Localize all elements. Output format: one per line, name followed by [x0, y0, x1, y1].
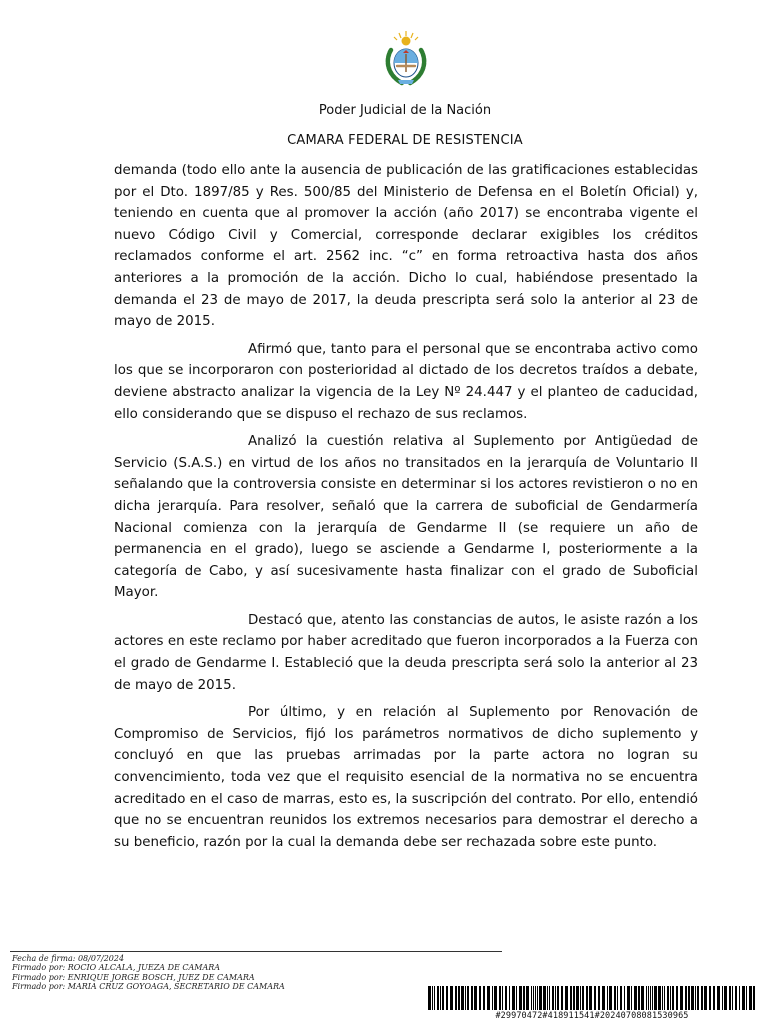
barcode-bar [539, 986, 542, 1010]
barcode-bar [662, 986, 663, 1010]
barcode-bar [680, 986, 683, 1010]
barcode-bar [479, 986, 481, 1010]
barcode-bar [735, 986, 737, 1010]
paragraph-5: Por último, y en relación al Suplemento por Renovación de Compromiso de Servicios, fijó los parámetros normativos de dicho suplemento y concluyó en que las pruebas arrimadas por la parte actora no logran su convencimiento, toda vez que el requisito esencial de la normativa no se encuentra acreditado en el caso de marras, esto es, la suscripción del contrato. Por ello, entendió que no se encuentran reunidos los extremos necesarios para demostrar el derecho a su beneficio, razón por la cual la demanda debe ser rechazada sobre este punto. [114, 705, 698, 850]
barcode-bar [739, 986, 740, 1010]
barcode-bar [652, 986, 653, 1010]
barcode-bar [461, 986, 464, 1010]
barcode-bar [561, 986, 563, 1010]
barcode-bar [742, 986, 745, 1010]
barcode-bar [614, 986, 616, 1010]
barcode-bar [543, 986, 546, 1010]
barcode-bar [440, 986, 441, 1010]
barcode-bar [713, 986, 715, 1010]
barcode-bar [648, 986, 649, 1010]
barcode-bar [729, 986, 731, 1010]
barcode-bar [471, 986, 473, 1010]
barcode-bar [434, 986, 435, 1010]
barcode-bar [685, 986, 687, 1010]
barcode-bar [664, 986, 665, 1010]
barcode-bar [537, 986, 538, 1010]
barcode-bar [724, 986, 727, 1010]
barcode-bar [432, 986, 433, 1010]
barcode-bar [722, 986, 723, 1010]
barcode-bar [487, 986, 490, 1010]
barcode-bar [458, 986, 460, 1010]
barcode-bar [753, 986, 755, 1010]
footer-divider [10, 951, 502, 952]
signature-block [12, 954, 492, 992]
barcode-bar [467, 986, 469, 1010]
document-body [114, 160, 698, 859]
barcode-bar [557, 986, 559, 1010]
barcode-bar [646, 986, 647, 1010]
barcode-bar [509, 986, 510, 1010]
barcode-bar [465, 986, 466, 1010]
barcode-bar [437, 986, 439, 1010]
barcode-bar [609, 986, 612, 1010]
barcode-bar [620, 986, 622, 1010]
barcode-bar [667, 986, 669, 1010]
barcode-bar [749, 986, 752, 1010]
barcode-bar [586, 986, 588, 1010]
barcode-bar [688, 986, 690, 1010]
barcode-bar [494, 986, 497, 1010]
barcode-bar [589, 986, 592, 1010]
barcode-bar [582, 986, 584, 1010]
signer-2: Firmado por: ENRIQUE JORGE BOSCH, JUEZ DE CAMARA [12, 972, 255, 982]
barcode-bar [607, 986, 608, 1010]
barcode-bar [570, 986, 572, 1010]
court-name: Poder Judicial de la Nación [318, 103, 492, 118]
barcode-bar [455, 986, 457, 1010]
barcode-bar [717, 986, 720, 1010]
signing-date: Fecha de firma: 08/07/2024 [12, 954, 125, 963]
barcode-bar [627, 986, 630, 1010]
paragraph-2: Afirmó que, tanto para el personal que se encontraba activo como los que se incorporaron con posterioridad al dictado de los decretos traídos a debate, deviene abstracto analizar la vigencia de la Ley Nº 24.447 y el planteo de caducidad, ello considerando que se dispuso el rechazo de sus reclamos. [114, 341, 698, 422]
barcode-bar [549, 986, 550, 1010]
barcode-bar [670, 986, 671, 1010]
barcode-bar [428, 986, 431, 1010]
paragraph-1: demanda (todo ello ante la ausencia de publicación de las gratificaciones establecidas por el Dto. 1897/85 y Res. 500/85 del Ministerio de Defensa en el Boletín Oficial) y, teniendo en cuenta que al promover la acción (año 2017) se encontraba vigente el nuevo Código Civil y Comercial, corresponde declarar exigibles los créditos reclamados conforme el art. 2562 inc. “c” en forma retroactiva hasta dos años anteriores a la promoción de la acción. Dicho lo cual, habiéndose presentado la demanda el 23 de mayo de 2017, la deuda prescripta será solo la anterior al 23 de mayo de 2015. [114, 163, 698, 330]
barcode-bar [594, 986, 596, 1010]
paragraph-3: Analizó la cuestión relativa al Suplemento por Antigüedad de Servicio (S.A.S.) en virtud de los años no transitados en la jerarquía de Voluntario II señalando que la controversia consiste en determinar si los actores revistieron o no en dicha jerarquía. Para resolver, señaló que la carrera de suboficial de Gendarmería Nacional comienza con la jerarquía de Gendarme II (se requiere un año de permanencia en el grado), luego se asciende a Gendarme I, posteriormente a la categoría de Cabo, y así sucesivamente hasta finalizar con el grado de Suboficial Mayor. [114, 434, 698, 601]
barcode-bar [704, 986, 707, 1010]
barcode [428, 986, 756, 1010]
barcode-bar [654, 986, 657, 1010]
barcode-bar [641, 986, 644, 1010]
barcode-bar [547, 986, 548, 1010]
signer-1: Firmado por: ROCIO ALCALA, JUEZA DE CAMARA [12, 963, 221, 973]
barcode-bar [697, 986, 699, 1010]
barcode-bar [512, 986, 515, 1010]
barcode-number: #29970472#418911541#20240708081530965 [495, 1011, 689, 1021]
barcode-bar [672, 986, 674, 1010]
barcode-bar [602, 986, 605, 1010]
barcode-bar [499, 986, 501, 1010]
barcode-bar [598, 986, 600, 1010]
national-coat-of-arms-icon [382, 30, 430, 88]
barcode-bar [573, 986, 575, 1010]
barcode-bar [565, 986, 568, 1010]
barcode-bar [474, 986, 477, 1010]
paragraph-4: Destacó que, atento las constancias de autos, le asiste razón a los actores en este reclamo por haber acreditado que fueron incorporados a la Fuerza con el grado de Gendarme I. Estableció que la deuda prescripta será solo la anterior al 23 de mayo de 2015. [114, 612, 698, 693]
barcode-bar [492, 986, 493, 1010]
barcode-bar [732, 986, 733, 1010]
barcode-bar [483, 986, 485, 1010]
barcode-bar [555, 986, 556, 1010]
barcode-bar [631, 986, 632, 1010]
barcode-bar [533, 986, 534, 1010]
barcode-bar [617, 986, 618, 1010]
barcode-bar [526, 986, 529, 1010]
barcode-bar [709, 986, 711, 1010]
barcode-bar [638, 986, 640, 1010]
barcode-bar [523, 986, 525, 1010]
barcode-bar [701, 986, 703, 1010]
barcode-bar [580, 986, 581, 1010]
barcode-bar [746, 986, 747, 1010]
barcode-bar [519, 986, 522, 1010]
barcode-bar [516, 986, 517, 1010]
barcode-bar [576, 986, 579, 1010]
barcode-bar [531, 986, 532, 1010]
barcode-bar [535, 986, 536, 1010]
barcode-bar [446, 986, 448, 1010]
barcode-bar [691, 986, 694, 1010]
barcode-bar [695, 986, 696, 1010]
barcode-bar [658, 986, 661, 1010]
barcode-bar [650, 986, 651, 1010]
barcode-bar [450, 986, 453, 1010]
signer-3: Firmado por: MARIA CRUZ GOYOAGA, SECRETARIO DE CAMARA [12, 982, 285, 992]
barcode-bar [624, 986, 625, 1010]
chamber-name: CAMARA FEDERAL DE RESISTENCIA [287, 133, 523, 148]
barcode-bar [442, 986, 444, 1010]
barcode-bar [505, 986, 507, 1010]
barcode-bar [502, 986, 503, 1010]
barcode-bar [634, 986, 637, 1010]
barcode-bar [552, 986, 554, 1010]
barcode-bar [676, 986, 678, 1010]
